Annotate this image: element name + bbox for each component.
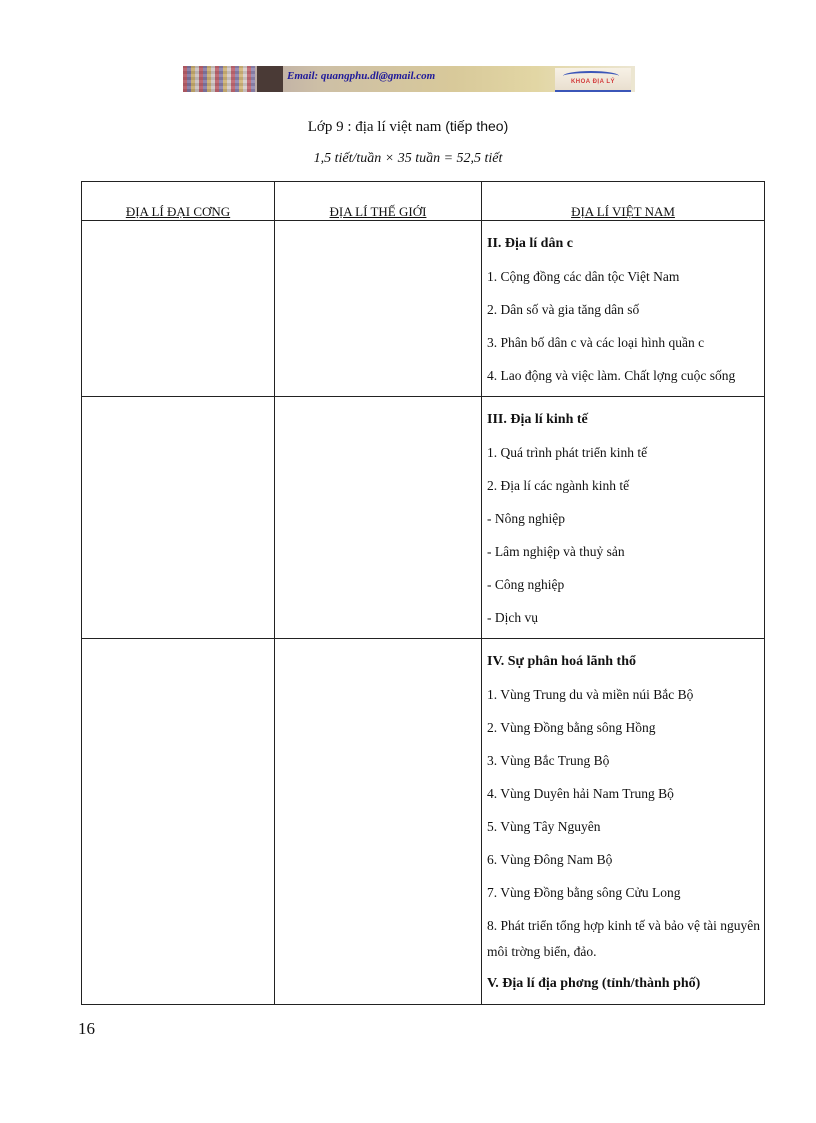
logo-text: KHOA ĐỊA LÝ	[570, 79, 616, 85]
section-cell-regions	[482, 639, 765, 1005]
list-item: 3. Vùng Bắc Trung Bộ	[487, 753, 610, 768]
list-item: 4. Vùng Duyên hải Nam Trung Bộ	[487, 786, 674, 801]
page-subtitle: 1,5 tiết/tuần × 35 tuần = 52,5 tiết	[313, 151, 503, 166]
list-item: 1. Quá trình phát triển kinh tế	[487, 445, 648, 460]
page-title-tail: (tiếp theo)	[445, 118, 509, 134]
banner-portrait-image	[257, 66, 283, 92]
curriculum-table	[81, 181, 765, 1005]
banner-email: Email: quangphu.dl@gmail.com	[287, 70, 436, 82]
department-logo	[555, 68, 631, 92]
empty-cell	[275, 221, 482, 397]
page-title-main: Lớp 9 : địa lí việt nam	[307, 119, 442, 135]
list-item: 1. Cộng đồng các dân tộc Việt Nam	[487, 269, 680, 284]
page-title	[0, 118, 816, 136]
section-title: III. Địa lí kinh tế	[487, 412, 588, 427]
section-cell-population	[482, 221, 765, 397]
header-banner	[183, 66, 635, 92]
section-title-local: V. Địa lí địa phơng (tỉnh/thành phố)	[487, 976, 701, 991]
section-title: IV. Sự phân hoá lãnh thổ	[487, 654, 636, 669]
table-header-row	[82, 182, 765, 221]
header-general-geography: ĐỊA LÍ ĐẠI CƠNG	[82, 182, 275, 221]
list-item: 4. Lao động và việc làm. Chất lợng cuộc sống	[487, 368, 736, 383]
empty-cell	[275, 397, 482, 639]
table-row	[82, 221, 765, 397]
section-cell-economy	[482, 397, 765, 639]
list-item-wrapped: 8. Phát triển tổng hợp kinh tế và bảo vệ tài nguyên môi trờng biển, đảo.	[487, 918, 760, 959]
list-item: 1. Vùng Trung du và miền núi Bắc Bộ	[487, 687, 694, 702]
list-item: 7. Vùng Đồng bằng sông Cửu Long	[487, 885, 681, 900]
list-item: - Công nghiệp	[487, 577, 565, 592]
banner-mosaic-image	[183, 66, 255, 92]
empty-cell	[82, 397, 275, 639]
empty-cell	[82, 639, 275, 1005]
list-item: 2. Địa lí các ngành kinh tế	[487, 478, 630, 493]
list-item: - Dịch vụ	[487, 610, 538, 625]
list-item: - Nông nghiệp	[487, 511, 565, 526]
section-title: II. Địa lí dân c	[487, 236, 573, 251]
empty-cell	[275, 639, 482, 1005]
header-world-geography: ĐỊA LÍ THẾ GIỚI	[275, 182, 482, 221]
list-item: - Lâm nghiệp và thuỷ sản	[487, 544, 625, 559]
list-item: 6. Vùng Đông Nam Bộ	[487, 852, 613, 867]
empty-cell	[82, 221, 275, 397]
list-item: 3. Phân bố dân c và các loại hình quần c	[487, 335, 705, 350]
table-row	[82, 639, 765, 1005]
list-item: 5. Vùng Tây Nguyên	[487, 819, 601, 834]
list-item: 2. Vùng Đồng bằng sông Hồng	[487, 720, 656, 735]
header-vietnam-geography: ĐỊA LÍ VIỆT NAM	[482, 182, 765, 221]
table-row	[82, 397, 765, 639]
page-number: 16	[78, 1019, 95, 1038]
list-item: 2. Dân số và gia tăng dân số	[487, 302, 640, 317]
